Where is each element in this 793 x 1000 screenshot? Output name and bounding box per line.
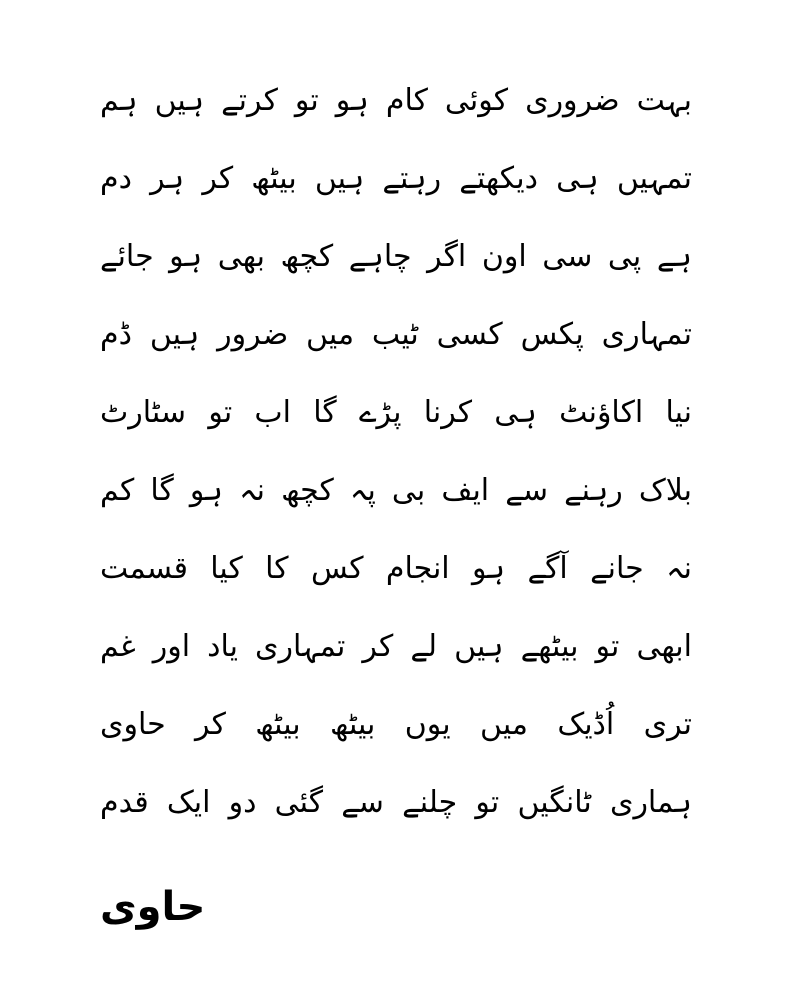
poem-line: ابھی تو بیٹھے ہیں لے کر تمہاری یاد اور غم	[100, 629, 692, 664]
poem-line: نہ جانے آگے ہو انجام کس کا کیا قسمت	[100, 551, 692, 586]
poem-line: بلاک رہنے سے ایف بی پہ کچھ نہ ہو گا کم	[100, 473, 692, 508]
poet-signature: حاوی	[100, 884, 206, 930]
poem-line: ہماری ٹانگیں تو چلنے سے گئی دو ایک قدم	[100, 785, 692, 820]
poem-body	[100, 62, 692, 842]
poem-line: تری اُڈیک میں یوں بیٹھ بیٹھ کر حاوی	[100, 707, 692, 742]
poem-line: تمہاری پکس کسی ٹیب میں ضرور ہیں ڈم	[100, 317, 692, 352]
poem-line: تمہیں ہی دیکھتے رہتے ہیں بیٹھ کر ہر دم	[100, 161, 692, 196]
poem-line: بہت ضروری کوئی کام ہو تو کرتے ہیں ہم	[100, 83, 692, 118]
poem-line: نیا اکاؤنٹ ہی کرنا پڑے گا اب تو سٹارٹ	[100, 395, 692, 430]
poem-line: ہے پی سی اون اگر چاہے کچھ بھی ہو جائے	[100, 239, 692, 274]
